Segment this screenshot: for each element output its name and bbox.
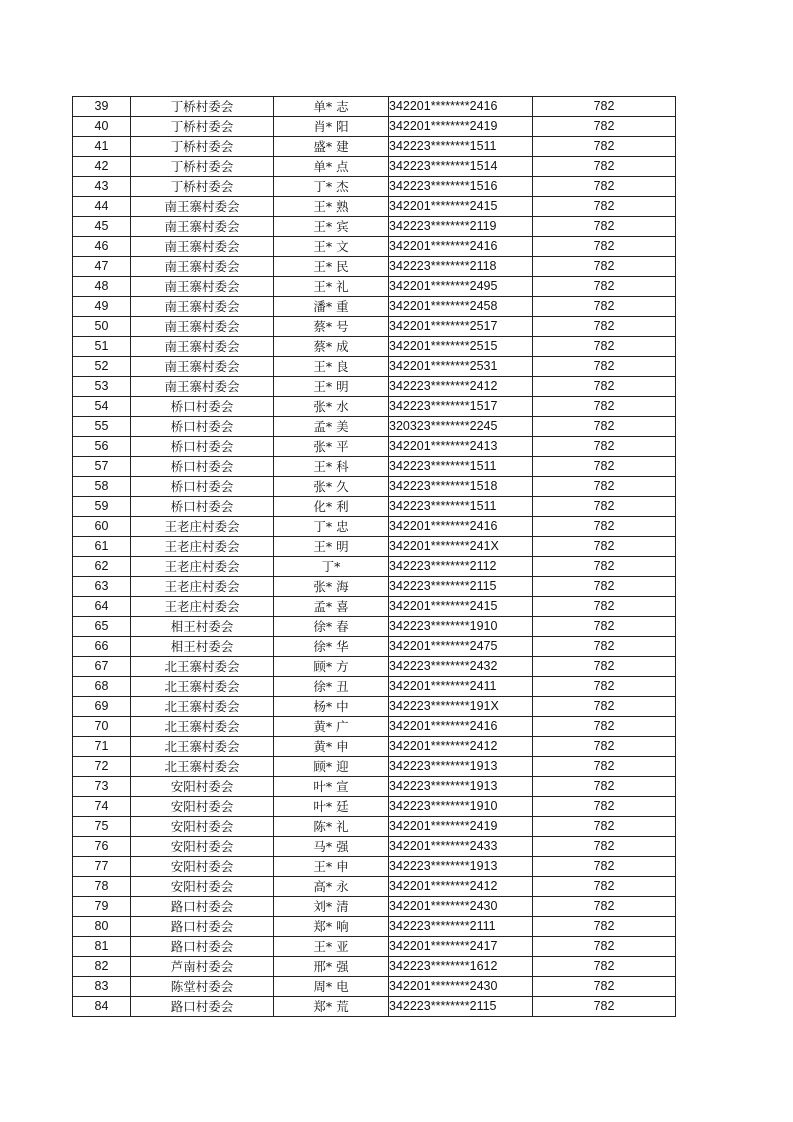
id-number-cell: 342223********2119 — [389, 217, 533, 237]
recipient-name-cell: 黄* 广 — [274, 717, 389, 737]
row-number-cell: 84 — [73, 997, 131, 1017]
table-row — [73, 577, 676, 597]
table-row — [73, 697, 676, 717]
table-row — [73, 657, 676, 677]
recipient-name-cell: 蔡* 成 — [274, 337, 389, 357]
village-committee-cell: 丁桥村委会 — [131, 137, 274, 157]
recipient-name-cell: 张* 久 — [274, 477, 389, 497]
recipient-name-cell: 盛* 建 — [274, 137, 389, 157]
id-number-cell: 342201********2419 — [389, 117, 533, 137]
village-committee-cell: 丁桥村委会 — [131, 157, 274, 177]
row-number-cell: 47 — [73, 257, 131, 277]
amount-cell: 782 — [533, 997, 676, 1017]
row-number-cell: 54 — [73, 397, 131, 417]
table-row — [73, 737, 676, 757]
id-number-cell: 342201********2430 — [389, 897, 533, 917]
id-number-cell: 342223********2115 — [389, 577, 533, 597]
row-number-cell: 82 — [73, 957, 131, 977]
id-number-cell: 342223********2432 — [389, 657, 533, 677]
recipient-name-cell: 徐* 华 — [274, 637, 389, 657]
recipient-name-cell: 邢* 强 — [274, 957, 389, 977]
id-number-cell: 342201********2495 — [389, 277, 533, 297]
village-committee-cell: 北王寨村委会 — [131, 697, 274, 717]
row-number-cell: 42 — [73, 157, 131, 177]
amount-cell: 782 — [533, 397, 676, 417]
amount-cell: 782 — [533, 477, 676, 497]
row-number-cell: 49 — [73, 297, 131, 317]
recipient-name-cell: 刘* 清 — [274, 897, 389, 917]
table-row — [73, 797, 676, 817]
row-number-cell: 57 — [73, 457, 131, 477]
id-number-cell: 342223********1913 — [389, 857, 533, 877]
id-number-cell: 342201********2430 — [389, 977, 533, 997]
amount-cell: 782 — [533, 697, 676, 717]
row-number-cell: 80 — [73, 917, 131, 937]
amount-cell: 782 — [533, 917, 676, 937]
id-number-cell: 342201********2417 — [389, 937, 533, 957]
village-committee-cell: 丁桥村委会 — [131, 177, 274, 197]
village-committee-cell: 丁桥村委会 — [131, 97, 274, 117]
id-number-cell: 342201********2419 — [389, 817, 533, 837]
village-committee-cell: 南王寨村委会 — [131, 297, 274, 317]
recipient-name-cell: 杨* 中 — [274, 697, 389, 717]
recipient-name-cell: 王* 亚 — [274, 937, 389, 957]
amount-cell: 782 — [533, 657, 676, 677]
id-number-cell: 342201********2415 — [389, 197, 533, 217]
recipient-name-cell: 肖* 阳 — [274, 117, 389, 137]
table-row — [73, 177, 676, 197]
id-number-cell: 342201********2415 — [389, 597, 533, 617]
id-number-cell: 342201********2433 — [389, 837, 533, 857]
id-number-cell: 342223********1518 — [389, 477, 533, 497]
id-number-cell: 342223********1511 — [389, 137, 533, 157]
amount-cell: 782 — [533, 817, 676, 837]
table-row — [73, 917, 676, 937]
village-committee-cell: 王老庄村委会 — [131, 577, 274, 597]
recipient-name-cell: 孟* 美 — [274, 417, 389, 437]
recipient-name-cell: 顾* 方 — [274, 657, 389, 677]
amount-cell: 782 — [533, 297, 676, 317]
recipient-name-cell: 单* 点 — [274, 157, 389, 177]
row-number-cell: 79 — [73, 897, 131, 917]
table-row — [73, 837, 676, 857]
recipient-name-cell: 高* 永 — [274, 877, 389, 897]
recipient-name-cell: 徐* 春 — [274, 617, 389, 637]
table-row — [73, 757, 676, 777]
id-number-cell: 342201********241X — [389, 537, 533, 557]
recipient-name-cell: 王* 民 — [274, 257, 389, 277]
amount-cell: 782 — [533, 157, 676, 177]
amount-cell: 782 — [533, 577, 676, 597]
recipient-name-cell: 张* 平 — [274, 437, 389, 457]
table-row — [73, 597, 676, 617]
table-row — [73, 537, 676, 557]
amount-cell: 782 — [533, 957, 676, 977]
row-number-cell: 73 — [73, 777, 131, 797]
row-number-cell: 76 — [73, 837, 131, 857]
id-number-cell: 342223********1910 — [389, 617, 533, 637]
village-committee-cell: 桥口村委会 — [131, 477, 274, 497]
table-row — [73, 417, 676, 437]
table-row — [73, 897, 676, 917]
village-committee-cell: 安阳村委会 — [131, 877, 274, 897]
id-number-cell: 342201********2416 — [389, 717, 533, 737]
table-row — [73, 217, 676, 237]
amount-cell: 782 — [533, 937, 676, 957]
id-number-cell: 342223********1514 — [389, 157, 533, 177]
village-committee-cell: 南王寨村委会 — [131, 337, 274, 357]
village-committee-cell: 路口村委会 — [131, 937, 274, 957]
row-number-cell: 75 — [73, 817, 131, 837]
row-number-cell: 63 — [73, 577, 131, 597]
amount-cell: 782 — [533, 337, 676, 357]
amount-cell: 782 — [533, 557, 676, 577]
row-number-cell: 72 — [73, 757, 131, 777]
table-row — [73, 257, 676, 277]
village-committee-cell: 南王寨村委会 — [131, 357, 274, 377]
row-number-cell: 77 — [73, 857, 131, 877]
row-number-cell: 45 — [73, 217, 131, 237]
amount-cell: 782 — [533, 457, 676, 477]
amount-cell: 782 — [533, 277, 676, 297]
amount-cell: 782 — [533, 197, 676, 217]
village-committee-cell: 南王寨村委会 — [131, 277, 274, 297]
amount-cell: 782 — [533, 517, 676, 537]
village-committee-cell: 安阳村委会 — [131, 857, 274, 877]
village-committee-cell: 王老庄村委会 — [131, 537, 274, 557]
recipient-name-cell: 叶* 廷 — [274, 797, 389, 817]
row-number-cell: 71 — [73, 737, 131, 757]
recipient-name-cell: 丁* — [274, 557, 389, 577]
recipient-name-cell: 郑* 响 — [274, 917, 389, 937]
id-number-cell: 342223********1511 — [389, 457, 533, 477]
row-number-cell: 65 — [73, 617, 131, 637]
row-number-cell: 44 — [73, 197, 131, 217]
row-number-cell: 68 — [73, 677, 131, 697]
village-committee-cell: 安阳村委会 — [131, 777, 274, 797]
table-row — [73, 237, 676, 257]
id-number-cell: 342223********1913 — [389, 757, 533, 777]
village-committee-cell: 路口村委会 — [131, 917, 274, 937]
recipient-name-cell: 化* 利 — [274, 497, 389, 517]
row-number-cell: 67 — [73, 657, 131, 677]
row-number-cell: 51 — [73, 337, 131, 357]
row-number-cell: 61 — [73, 537, 131, 557]
row-number-cell: 69 — [73, 697, 131, 717]
table-row — [73, 817, 676, 837]
village-committee-cell: 北王寨村委会 — [131, 657, 274, 677]
amount-cell: 782 — [533, 177, 676, 197]
row-number-cell: 41 — [73, 137, 131, 157]
id-number-cell: 342223********2118 — [389, 257, 533, 277]
amount-cell: 782 — [533, 837, 676, 857]
recipient-name-cell: 马* 强 — [274, 837, 389, 857]
table-row — [73, 957, 676, 977]
amount-cell: 782 — [533, 597, 676, 617]
id-number-cell: 342223********1511 — [389, 497, 533, 517]
table-row — [73, 717, 676, 737]
id-number-cell: 342201********2413 — [389, 437, 533, 457]
table-row — [73, 977, 676, 997]
amount-cell: 782 — [533, 117, 676, 137]
recipient-name-cell: 周* 电 — [274, 977, 389, 997]
id-number-cell: 342201********2515 — [389, 337, 533, 357]
id-number-cell: 342223********2111 — [389, 917, 533, 937]
row-number-cell: 53 — [73, 377, 131, 397]
recipient-name-cell: 潘* 重 — [274, 297, 389, 317]
table-row — [73, 857, 676, 877]
village-committee-cell: 桥口村委会 — [131, 397, 274, 417]
recipient-name-cell: 郑* 荒 — [274, 997, 389, 1017]
id-number-cell: 342223********1913 — [389, 777, 533, 797]
row-number-cell: 46 — [73, 237, 131, 257]
id-number-cell: 342201********2517 — [389, 317, 533, 337]
id-number-cell: 342223********1910 — [389, 797, 533, 817]
table-row — [73, 277, 676, 297]
id-number-cell: 342201********2416 — [389, 237, 533, 257]
row-number-cell: 58 — [73, 477, 131, 497]
village-committee-cell: 路口村委会 — [131, 997, 274, 1017]
row-number-cell: 40 — [73, 117, 131, 137]
row-number-cell: 60 — [73, 517, 131, 537]
recipient-name-cell: 丁* 杰 — [274, 177, 389, 197]
table-row — [73, 517, 676, 537]
row-number-cell: 43 — [73, 177, 131, 197]
row-number-cell: 83 — [73, 977, 131, 997]
amount-cell: 782 — [533, 877, 676, 897]
id-number-cell: 342223********1516 — [389, 177, 533, 197]
row-number-cell: 50 — [73, 317, 131, 337]
id-number-cell: 342201********2458 — [389, 297, 533, 317]
recipient-table-body — [73, 97, 676, 1017]
row-number-cell: 81 — [73, 937, 131, 957]
amount-cell: 782 — [533, 677, 676, 697]
amount-cell: 782 — [533, 737, 676, 757]
row-number-cell: 78 — [73, 877, 131, 897]
table-row — [73, 637, 676, 657]
recipient-name-cell: 孟* 喜 — [274, 597, 389, 617]
recipient-name-cell: 黄* 申 — [274, 737, 389, 757]
id-number-cell: 342223********2112 — [389, 557, 533, 577]
amount-cell: 782 — [533, 977, 676, 997]
amount-cell: 782 — [533, 137, 676, 157]
recipient-name-cell: 陈* 礼 — [274, 817, 389, 837]
id-number-cell: 342201********2411 — [389, 677, 533, 697]
table-row — [73, 877, 676, 897]
row-number-cell: 39 — [73, 97, 131, 117]
village-committee-cell: 芦南村委会 — [131, 957, 274, 977]
row-number-cell: 52 — [73, 357, 131, 377]
row-number-cell: 59 — [73, 497, 131, 517]
table-row — [73, 937, 676, 957]
row-number-cell: 48 — [73, 277, 131, 297]
recipient-name-cell: 徐* 丑 — [274, 677, 389, 697]
amount-cell: 782 — [533, 857, 676, 877]
recipient-name-cell: 王* 明 — [274, 537, 389, 557]
amount-cell: 782 — [533, 797, 676, 817]
amount-cell: 782 — [533, 617, 676, 637]
village-committee-cell: 安阳村委会 — [131, 797, 274, 817]
id-number-cell: 342201********2412 — [389, 737, 533, 757]
id-number-cell: 342201********2416 — [389, 97, 533, 117]
village-committee-cell: 南王寨村委会 — [131, 317, 274, 337]
amount-cell: 782 — [533, 497, 676, 517]
recipient-name-cell: 王* 礼 — [274, 277, 389, 297]
village-committee-cell: 王老庄村委会 — [131, 517, 274, 537]
table-row — [73, 377, 676, 397]
id-number-cell: 342223********191X — [389, 697, 533, 717]
amount-cell: 782 — [533, 897, 676, 917]
recipient-name-cell: 叶* 宣 — [274, 777, 389, 797]
village-committee-cell: 桥口村委会 — [131, 437, 274, 457]
amount-cell: 782 — [533, 257, 676, 277]
village-committee-cell: 安阳村委会 — [131, 817, 274, 837]
id-number-cell: 342223********2412 — [389, 377, 533, 397]
table-row — [73, 477, 676, 497]
village-committee-cell: 北王寨村委会 — [131, 717, 274, 737]
village-committee-cell: 南王寨村委会 — [131, 377, 274, 397]
village-committee-cell: 相王村委会 — [131, 637, 274, 657]
id-number-cell: 342201********2412 — [389, 877, 533, 897]
amount-cell: 782 — [533, 317, 676, 337]
village-committee-cell: 王老庄村委会 — [131, 557, 274, 577]
table-row — [73, 437, 676, 457]
table-row — [73, 617, 676, 637]
table-row — [73, 457, 676, 477]
village-committee-cell: 北王寨村委会 — [131, 737, 274, 757]
id-number-cell: 342201********2416 — [389, 517, 533, 537]
village-committee-cell: 桥口村委会 — [131, 417, 274, 437]
amount-cell: 782 — [533, 757, 676, 777]
table-row — [73, 297, 676, 317]
recipient-name-cell: 单* 志 — [274, 97, 389, 117]
id-number-cell: 320323********2245 — [389, 417, 533, 437]
village-committee-cell: 丁桥村委会 — [131, 117, 274, 137]
amount-cell: 782 — [533, 217, 676, 237]
recipient-name-cell: 丁* 忠 — [274, 517, 389, 537]
table-row — [73, 777, 676, 797]
village-committee-cell: 桥口村委会 — [131, 497, 274, 517]
id-number-cell: 342201********2531 — [389, 357, 533, 377]
table-row — [73, 997, 676, 1017]
village-committee-cell: 相王村委会 — [131, 617, 274, 637]
table-row — [73, 197, 676, 217]
village-committee-cell: 安阳村委会 — [131, 837, 274, 857]
row-number-cell: 70 — [73, 717, 131, 737]
recipient-name-cell: 蔡* 号 — [274, 317, 389, 337]
recipient-table — [72, 96, 676, 1017]
amount-cell: 782 — [533, 637, 676, 657]
id-number-cell: 342201********2475 — [389, 637, 533, 657]
recipient-name-cell: 王* 明 — [274, 377, 389, 397]
recipient-name-cell: 顾* 迎 — [274, 757, 389, 777]
amount-cell: 782 — [533, 717, 676, 737]
id-number-cell: 342223********2115 — [389, 997, 533, 1017]
recipient-name-cell: 王* 申 — [274, 857, 389, 877]
village-committee-cell: 桥口村委会 — [131, 457, 274, 477]
village-committee-cell: 王老庄村委会 — [131, 597, 274, 617]
table-row — [73, 157, 676, 177]
village-committee-cell: 南王寨村委会 — [131, 217, 274, 237]
village-committee-cell: 路口村委会 — [131, 897, 274, 917]
row-number-cell: 64 — [73, 597, 131, 617]
recipient-name-cell: 王* 熟 — [274, 197, 389, 217]
amount-cell: 782 — [533, 777, 676, 797]
amount-cell: 782 — [533, 537, 676, 557]
amount-cell: 782 — [533, 437, 676, 457]
recipient-name-cell: 王* 文 — [274, 237, 389, 257]
table-row — [73, 357, 676, 377]
id-number-cell: 342223********1517 — [389, 397, 533, 417]
village-committee-cell: 南王寨村委会 — [131, 237, 274, 257]
recipient-name-cell: 张* 海 — [274, 577, 389, 597]
amount-cell: 782 — [533, 97, 676, 117]
table-row — [73, 137, 676, 157]
recipient-name-cell: 王* 宾 — [274, 217, 389, 237]
table-row — [73, 677, 676, 697]
table-row — [73, 117, 676, 137]
recipient-name-cell: 王* 科 — [274, 457, 389, 477]
village-committee-cell: 南王寨村委会 — [131, 257, 274, 277]
table-row — [73, 497, 676, 517]
table-row — [73, 317, 676, 337]
village-committee-cell: 南王寨村委会 — [131, 197, 274, 217]
amount-cell: 782 — [533, 237, 676, 257]
table-row — [73, 337, 676, 357]
row-number-cell: 62 — [73, 557, 131, 577]
village-committee-cell: 陈堂村委会 — [131, 977, 274, 997]
recipient-name-cell: 王* 良 — [274, 357, 389, 377]
amount-cell: 782 — [533, 377, 676, 397]
row-number-cell: 74 — [73, 797, 131, 817]
id-number-cell: 342223********1612 — [389, 957, 533, 977]
table-row — [73, 97, 676, 117]
table-row — [73, 557, 676, 577]
row-number-cell: 66 — [73, 637, 131, 657]
row-number-cell: 56 — [73, 437, 131, 457]
row-number-cell: 55 — [73, 417, 131, 437]
amount-cell: 782 — [533, 417, 676, 437]
table-row — [73, 397, 676, 417]
village-committee-cell: 北王寨村委会 — [131, 677, 274, 697]
amount-cell: 782 — [533, 357, 676, 377]
recipient-name-cell: 张* 水 — [274, 397, 389, 417]
village-committee-cell: 北王寨村委会 — [131, 757, 274, 777]
